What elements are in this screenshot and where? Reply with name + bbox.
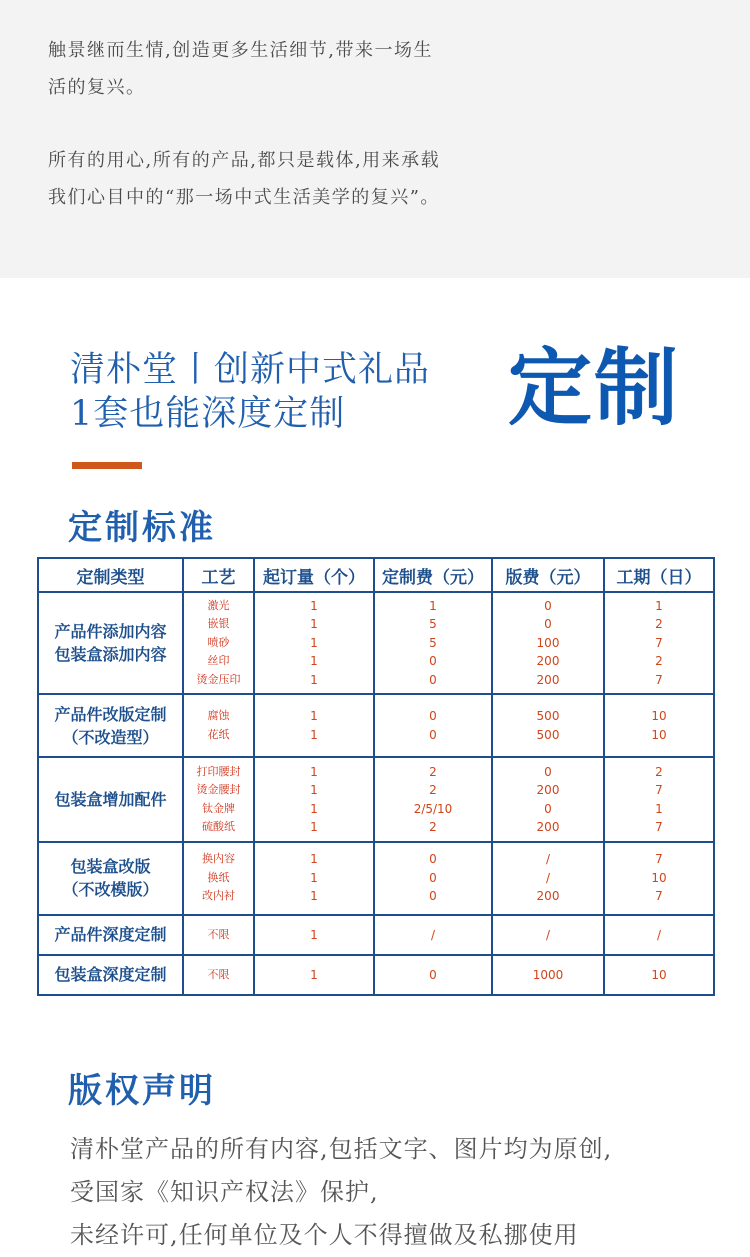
moq-value: 1 [310, 852, 318, 867]
intro-paragraph-2 [48, 142, 498, 216]
lead-time-value: / [656, 927, 662, 942]
intro-line: 所有的用心,所有的产品,都只是载体,用来承载 [48, 150, 441, 171]
craft-cell [183, 915, 254, 955]
craft-item: 改内衬 [202, 889, 235, 903]
craft-cell [183, 842, 254, 915]
intro-line: 活的复兴。 [48, 77, 146, 98]
type-cell [38, 842, 183, 915]
fee-cell [374, 955, 492, 995]
intro-line: 触景继而生情,创造更多生活细节,带来一场生 [48, 40, 433, 61]
moq-value: 1 [310, 783, 318, 797]
plate-fee-cell [492, 955, 604, 995]
copyright-line: 受国家《知识产权法》保护, [70, 1178, 379, 1206]
type-line: 包装盒增加配件 [54, 790, 167, 809]
type-cell [38, 915, 183, 955]
plate-fee-value: 500 [536, 727, 560, 742]
moq-value: 1 [310, 820, 318, 834]
plate-fee-value: 200 [536, 820, 560, 834]
intro-line: 我们心目中的“那一场中式生活美学的复兴”。 [48, 187, 440, 208]
lead-time-value: 7 [655, 889, 663, 904]
lead-time-value: 2 [655, 764, 663, 779]
craft-item: 换内容 [202, 852, 235, 866]
craft-item: 钛金牌 [202, 801, 235, 815]
plate-fee-value: 200 [536, 783, 560, 797]
moq-value: 1 [310, 654, 318, 669]
moq-cell [254, 694, 374, 757]
fee-value: 2 [429, 783, 437, 797]
plate-fee-value: 100 [536, 635, 560, 650]
fee-value: 2 [429, 820, 437, 834]
fee-value: / [430, 927, 436, 942]
plate-fee-cell [492, 757, 604, 841]
table-row [38, 915, 714, 955]
table-header-row [38, 558, 714, 592]
table-row [38, 694, 714, 757]
plate-fee-value: 200 [536, 889, 560, 904]
plate-fee-value: 0 [544, 617, 552, 632]
craft-cell [183, 592, 254, 694]
craft-cell [183, 757, 254, 841]
fee-cell [374, 915, 492, 955]
moq-value: 1 [310, 764, 318, 779]
type-cell [38, 592, 183, 694]
customization-standard-table [37, 557, 715, 996]
craft-item: 嵌银 [207, 617, 230, 631]
lead-time-cell [604, 842, 714, 915]
type-cell [38, 694, 183, 757]
header-plate-fee: 版费（元） [492, 558, 604, 592]
moq-value: 1 [310, 617, 318, 632]
type-line: 包装盒添加内容 [54, 645, 167, 665]
intro-paragraph-1 [48, 32, 498, 106]
craft-item: 花纸 [207, 727, 230, 741]
moq-cell [254, 955, 374, 995]
lead-time-value: 10 [651, 870, 667, 885]
plate-fee-value: / [545, 870, 551, 885]
lead-time-value: 7 [655, 783, 663, 797]
moq-value: 1 [310, 801, 318, 816]
moq-value: 1 [310, 889, 318, 904]
plate-fee-cell [492, 694, 604, 757]
type-line: 产品件添加内容 [54, 622, 167, 642]
craft-item: 腐蚀 [207, 709, 230, 723]
plate-fee-value: 200 [536, 654, 560, 669]
plate-fee-cell [492, 842, 604, 915]
moq-value: 1 [310, 635, 318, 650]
lead-time-cell [604, 694, 714, 757]
headline [70, 348, 430, 436]
type-line: （不改造型） [62, 727, 159, 747]
plate-fee-value: 0 [544, 764, 552, 779]
copyright-paragraph [70, 1128, 710, 1257]
lead-time-cell [604, 592, 714, 694]
type-cell [38, 955, 183, 995]
table-row [38, 955, 714, 995]
plate-fee-value: 0 [544, 598, 552, 613]
fee-value: 0 [429, 709, 437, 724]
type-line: 包装盒改版 [70, 857, 151, 877]
lead-time-value: 7 [655, 852, 663, 867]
copyright-line: 清朴堂产品的所有内容,包括文字、图片均为原创, [70, 1135, 613, 1163]
header-craft: 工艺 [183, 558, 254, 592]
moq-cell [254, 757, 374, 841]
lead-time-cell [604, 955, 714, 995]
craft-item: 换纸 [207, 870, 230, 884]
moq-value: 1 [310, 927, 318, 942]
accent-bar [72, 462, 142, 469]
fee-value: 2 [429, 764, 437, 779]
craft-item: 烫金腰封 [196, 783, 241, 796]
lead-time-value: 1 [655, 801, 663, 816]
table-row [38, 842, 714, 915]
moq-value: 1 [310, 598, 318, 613]
table-row [38, 757, 714, 841]
fee-value: 0 [429, 654, 437, 669]
lead-time-value: 2 [655, 617, 663, 632]
header-lead-time: 工期（日） [604, 558, 714, 592]
type-line: （不改模版） [62, 880, 159, 900]
plate-fee-value: 200 [536, 672, 560, 687]
fee-value: 0 [429, 889, 437, 904]
craft-item: 不限 [207, 967, 230, 981]
fee-value: 1 [429, 598, 437, 613]
plate-fee-value: / [545, 852, 551, 867]
lead-time-value: 7 [655, 820, 663, 834]
lead-time-value: 2 [655, 654, 663, 669]
lead-time-cell [604, 757, 714, 841]
fee-value: 2/5/10 [413, 801, 453, 816]
moq-value: 1 [310, 727, 318, 742]
fee-value: 0 [429, 672, 437, 687]
header-fee: 定制费（元） [374, 558, 492, 592]
moq-value: 1 [310, 967, 318, 982]
fee-cell [374, 757, 492, 841]
headline-line-2: 1套也能深度定制 [70, 394, 346, 434]
craft-item: 激光 [207, 598, 230, 612]
fee-value: 0 [429, 967, 437, 982]
moq-value: 1 [310, 870, 318, 885]
craft-item: 烫金压印 [196, 672, 241, 686]
moq-cell [254, 842, 374, 915]
fee-cell [374, 592, 492, 694]
craft-item: 打印腰封 [196, 764, 241, 778]
lead-time-value: 10 [651, 709, 667, 724]
standard-title: 定制标准 [68, 508, 216, 548]
moq-value: 1 [310, 672, 318, 687]
type-line: 包装盒深度定制 [54, 965, 167, 985]
plate-fee-cell [492, 592, 604, 694]
moq-cell [254, 592, 374, 694]
copyright-line: 未经许可,任何单位及个人不得擅做及私挪使用 [70, 1221, 579, 1249]
fee-value: 5 [429, 617, 437, 632]
header-moq: 起订量（个） [254, 558, 374, 592]
headline-line-1: 清朴堂丨创新中式礼品 [70, 350, 431, 390]
lead-time-cell [604, 915, 714, 955]
fee-value: 0 [429, 852, 437, 867]
craft-item: 喷砂 [207, 635, 230, 649]
plate-fee-value: 1000 [532, 967, 564, 982]
lead-time-value: 10 [651, 727, 667, 742]
craft-cell [183, 694, 254, 757]
craft-cell [183, 955, 254, 995]
craft-item: 丝印 [207, 654, 230, 668]
fee-value: 0 [429, 727, 437, 742]
plate-fee-value: 0 [544, 801, 552, 816]
moq-cell [254, 915, 374, 955]
type-cell [38, 757, 183, 841]
lead-time-value: 1 [655, 598, 663, 613]
type-line: 产品件深度定制 [54, 925, 167, 945]
type-line: 产品件改版定制 [54, 704, 167, 724]
craft-item: 不限 [207, 927, 230, 941]
lead-time-value: 10 [651, 967, 667, 982]
fee-cell [374, 694, 492, 757]
lead-time-value: 7 [655, 672, 663, 687]
fee-value: 0 [429, 870, 437, 885]
copyright-title: 版权声明 [68, 1071, 216, 1111]
lead-time-value: 7 [655, 635, 663, 650]
plate-fee-cell [492, 915, 604, 955]
fee-cell [374, 842, 492, 915]
moq-value: 1 [310, 709, 318, 724]
table-row [38, 592, 714, 694]
fee-value: 5 [429, 635, 437, 650]
plate-fee-value: 500 [536, 709, 560, 724]
customize-big-title: 定制 [508, 339, 681, 437]
plate-fee-value: / [545, 927, 551, 942]
craft-item: 硫酸纸 [202, 820, 235, 833]
header-type: 定制类型 [38, 558, 183, 592]
